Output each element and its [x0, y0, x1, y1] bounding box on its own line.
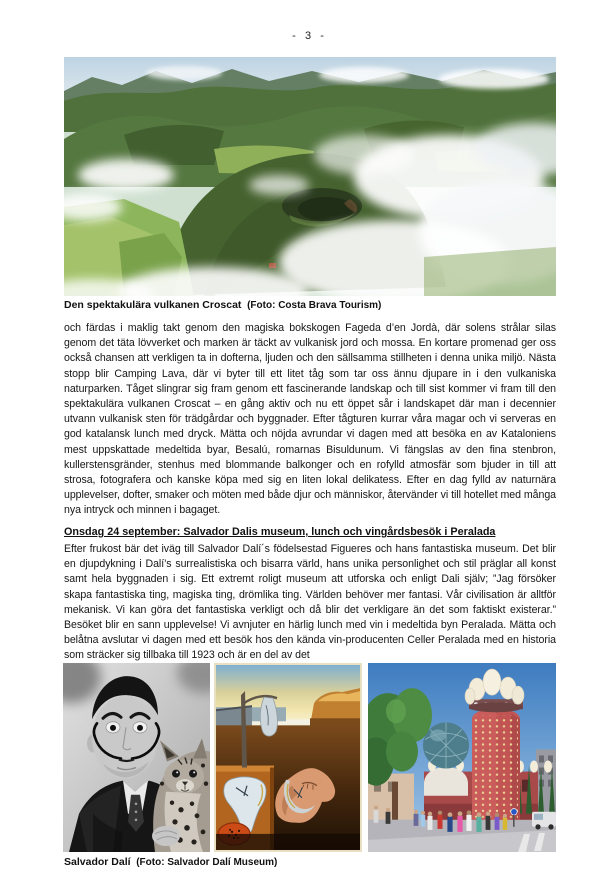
dali-museum-illustration [368, 663, 556, 852]
persistence-of-memory-illustration [214, 663, 362, 852]
dali-caption-title: Salvador Dalí [64, 856, 134, 868]
dali-caption [64, 856, 556, 868]
heading-wednesday-24-september: Onsdag 24 september: Salvador Dalis museum, lunch och vingårdsbesök i Peralada [64, 526, 496, 538]
croscat-photo-illustration [64, 57, 556, 296]
croscat-caption-title: Den spektakulära vulkanen Croscat [64, 299, 245, 311]
dali-portrait-photo [63, 663, 210, 852]
paragraph-day-tuesday: och färdas i maklig takt genom den magiska bokskogen Fageda d’en Jordà, där solens strålar silas genom det täta lövverket och marken är täckt av vulkanisk jord och mossa. En kortare promenad ger oss också chansen att verkligen ta in dofterna, ljuden och den sällsamma stillheten i denna unika miljö. Nästa stopp blir Camping Lava, där vi byter till ett litet tåg som tar oss ännu djupare in i den vulkaniska naturparken. Tåget slingrar sig fram genom ett fascinerande landskap och till sist kommer vi fram till den spektakulära vulkanen Croscat – en gång aktiv och nu ett öppet sår i landskapet där man i decennier utvann vulkanisk sten för trädgårdar och byggnader. Efter tågturen kurrar våra magar och vi serveras en god katalansk lunch med dryck. Mätta och nöjda avrundar vi dagen med att besöka en av Kataloniens mest uppskattade medeltida byar, Besalú, romarnas Bisuldunum. Vi fängslas av den fina stenbron, kullerstensgränder, stenhus med blommande balkonger och en rofylld atmosfär som bjuder in till att strosa, fotografera och kanske köpa med sig en liten lokal delikatess. Efter en dag fylld av naturnära upplevelser, dofter, smaker och möten med både djur och människor, återvänder vi till hotellet med många nya intryck och minnen i bagaget. [64, 322, 556, 517]
dali-museum-photo [368, 663, 556, 852]
page-number: - 3 - [292, 30, 324, 42]
croscat-caption-credit: (Foto: Costa Brava Tourism) [244, 300, 382, 311]
dali-portrait-illustration [63, 663, 210, 852]
croscat-caption [64, 299, 556, 311]
persistence-of-memory-painting [214, 663, 362, 852]
dali-caption-credit: (Foto: Salvador Dalí Museum) [133, 857, 278, 868]
croscat-aerial-photo [64, 57, 556, 296]
paragraph-day-wednesday: Efter frukost bär det iväg till Salvador Dalí´s födelsestad Figueres och hans fantastiska museum. Det blir en djupdykning i Dalí’s surrealistiska och bisarra värld, hans unika personlighet och stil präglar all konst samt hela byggnaden i sig. Ett extremt roligt museum att utforska och enligt Dali själv; ”Jag försöker skapa fantastiska ting, magiska ting, drömlika ting. Världen behöver mer fantasi. Vår civilisation är alltför mekanisk. Vi kan göra det fantastiska verkligt och då blir det verkligare än det som faktiskt existerar.” Besöket blir en sann upplevelse! Vi avnjuter en härlig lunch med vin i medeltida byn Peralada. Mätta och belåtna avslutar vi dagen med ett besök hos den kända vin-producenten Celler Peralada med en historia som sträcker sig tillbaka till 1923 och är en del av det [64, 543, 556, 662]
dali-photo-row [63, 663, 556, 852]
